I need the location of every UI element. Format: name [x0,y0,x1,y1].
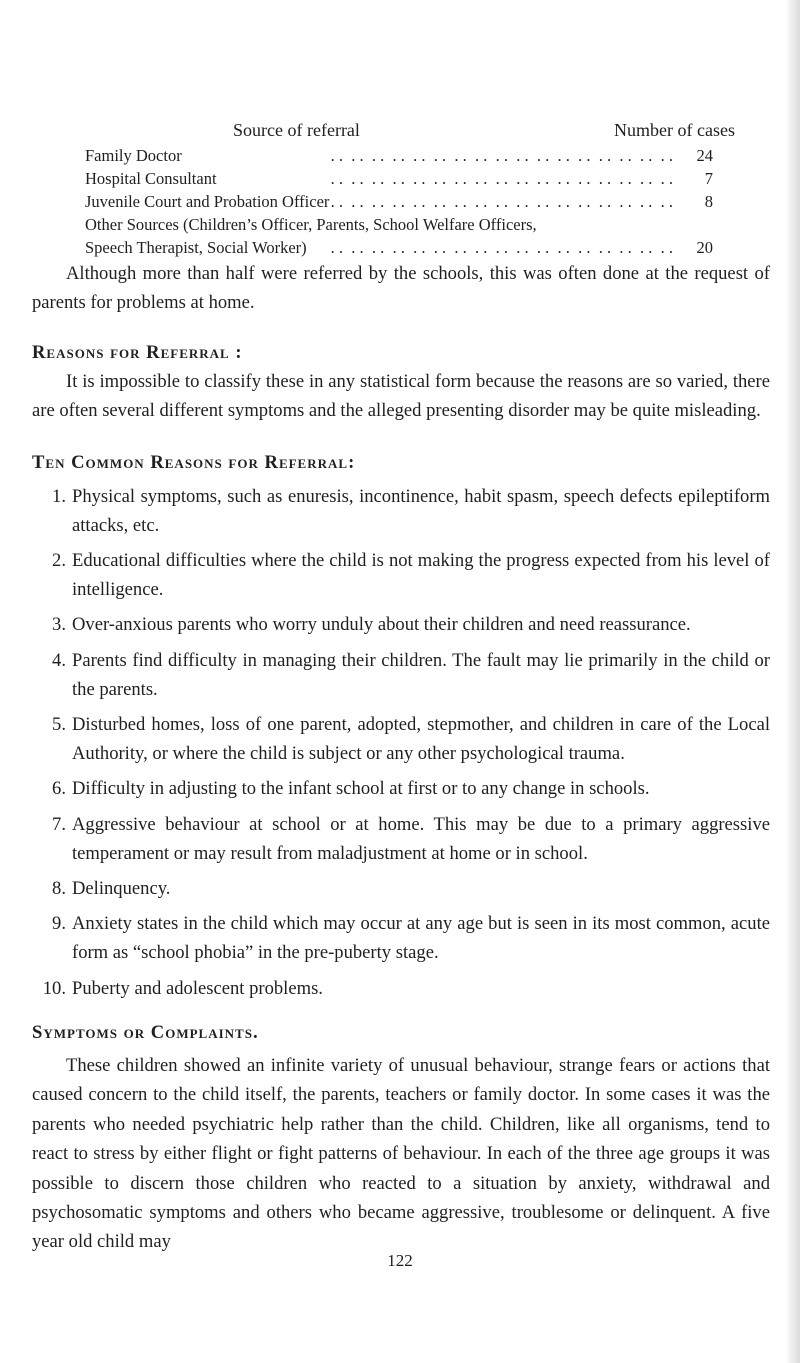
header-source-of-referral: Source of referral [233,120,360,140]
dot-leader [182,144,689,167]
item-number: 6. [52,778,66,800]
item-number: 3. [52,614,66,636]
list-item [32,710,770,768]
item-text: Physical symptoms, such as enuresis, incontinence, habit spasm, speech defects epileptiform attacks, etc. [72,485,770,536]
item-text: Delinquency. [72,878,171,900]
item-text: Puberty and adolescent problems. [72,977,323,999]
item-number: 8. [52,878,66,900]
intro-paragraph: Although more than half were referred by the schools, this was often done at the request of parents for problems at home. [32,263,770,314]
row-label: Juvenile Court and Probation Officer [85,192,330,211]
row-count: 20 [696,238,713,257]
row-count: 7 [704,169,713,188]
item-text: Aggressive behaviour at school or at home. This may be due to a primary aggressive temperament or may result from maladjustment at home or in school. [72,813,770,864]
dot-leader [329,190,689,213]
list-item [32,610,770,639]
item-number: 1. [52,485,66,507]
row-label: Hospital Consultant [85,169,217,188]
item-text: Parents find difficulty in managing their children. The fault may lie primarily in the child or the parents. [72,649,770,700]
heading-ten-common-reasons: Ten Common Reasons for Referral: [32,451,356,473]
item-text: Difficulty in adjusting to the infant school at first or to any change in schools. [72,778,650,800]
dot-leader [217,167,689,190]
item-text: Over-anxious parents who worry unduly about their children and need reassurance. [72,614,691,636]
row-count: 8 [704,192,713,211]
list-item [32,482,770,540]
row-label: Other Sources (Children’s Officer, Parents, School Welfare Officers, [85,215,537,234]
symptoms-paragraph: These children showed an infinite variety of unusual behaviour, strange fears or actions that caused concern to the child itself, the parents, teachers or family doctor. In some cases it was the parents who needed psychiatric help rather than the child. Children, like all organisms, tend to react to stress by either flight or fight patterns of behaviour. In each of the three age groups it was possible to discern those children who reacted to a situation by anxiety, withdrawal and psychosomatic symptoms and others who became aggressive, troublesome or delinquent. A five year old child may [32,1054,770,1253]
page-edge-shadow [786,0,800,1363]
list-item [32,810,770,868]
header-number-of-cases: Number of cases [614,120,735,140]
item-number: 9. [52,913,66,935]
table-row [85,190,713,213]
item-number: 4. [52,649,66,671]
row-label: Speech Therapist, Social Worker) [85,238,307,257]
item-text: Educational difficulties where the child is not making the progress expected from his level of intelligence. [72,550,770,601]
list-item [32,646,770,704]
list-item [32,874,770,903]
list-item [32,774,770,803]
reasons-list [32,482,770,1003]
referral-table [85,116,735,259]
list-item [32,546,770,604]
row-count: 24 [696,146,713,165]
table-row [85,213,713,236]
table-row [85,167,713,190]
referral-table-header [85,116,735,144]
table-row [85,236,713,259]
item-text: Anxiety states in the child which may occur at any age but is seen in its most common, acute form as “school phobia” in the pre-puberty stage. [72,913,770,964]
list-item [32,909,770,967]
page-content [32,116,770,1257]
table-row [85,144,713,167]
item-number: 7. [52,813,66,835]
item-number: 10. [42,977,66,999]
item-text: Disturbed homes, loss of one parent, adopted, stepmother, and children in care of the Local Authority, or where the child is subject or any other psychological trauma. [72,714,770,765]
page-number: 122 [387,1251,413,1270]
reasons-paragraph: It is impossible to classify these in any statistical form because the reasons are so varied, there are often several different symptoms and the alleged presenting disorder may be quite misleading. [32,370,770,422]
dot-leader [307,236,689,259]
heading-symptoms-or-complaints: Symptoms or Complaints. [32,1021,259,1043]
item-number: 2. [52,550,66,572]
row-label: Family Doctor [85,146,182,165]
heading-reasons-for-referral: Reasons for Referral : [32,341,243,363]
item-number: 5. [52,714,66,736]
list-item [32,974,770,1003]
